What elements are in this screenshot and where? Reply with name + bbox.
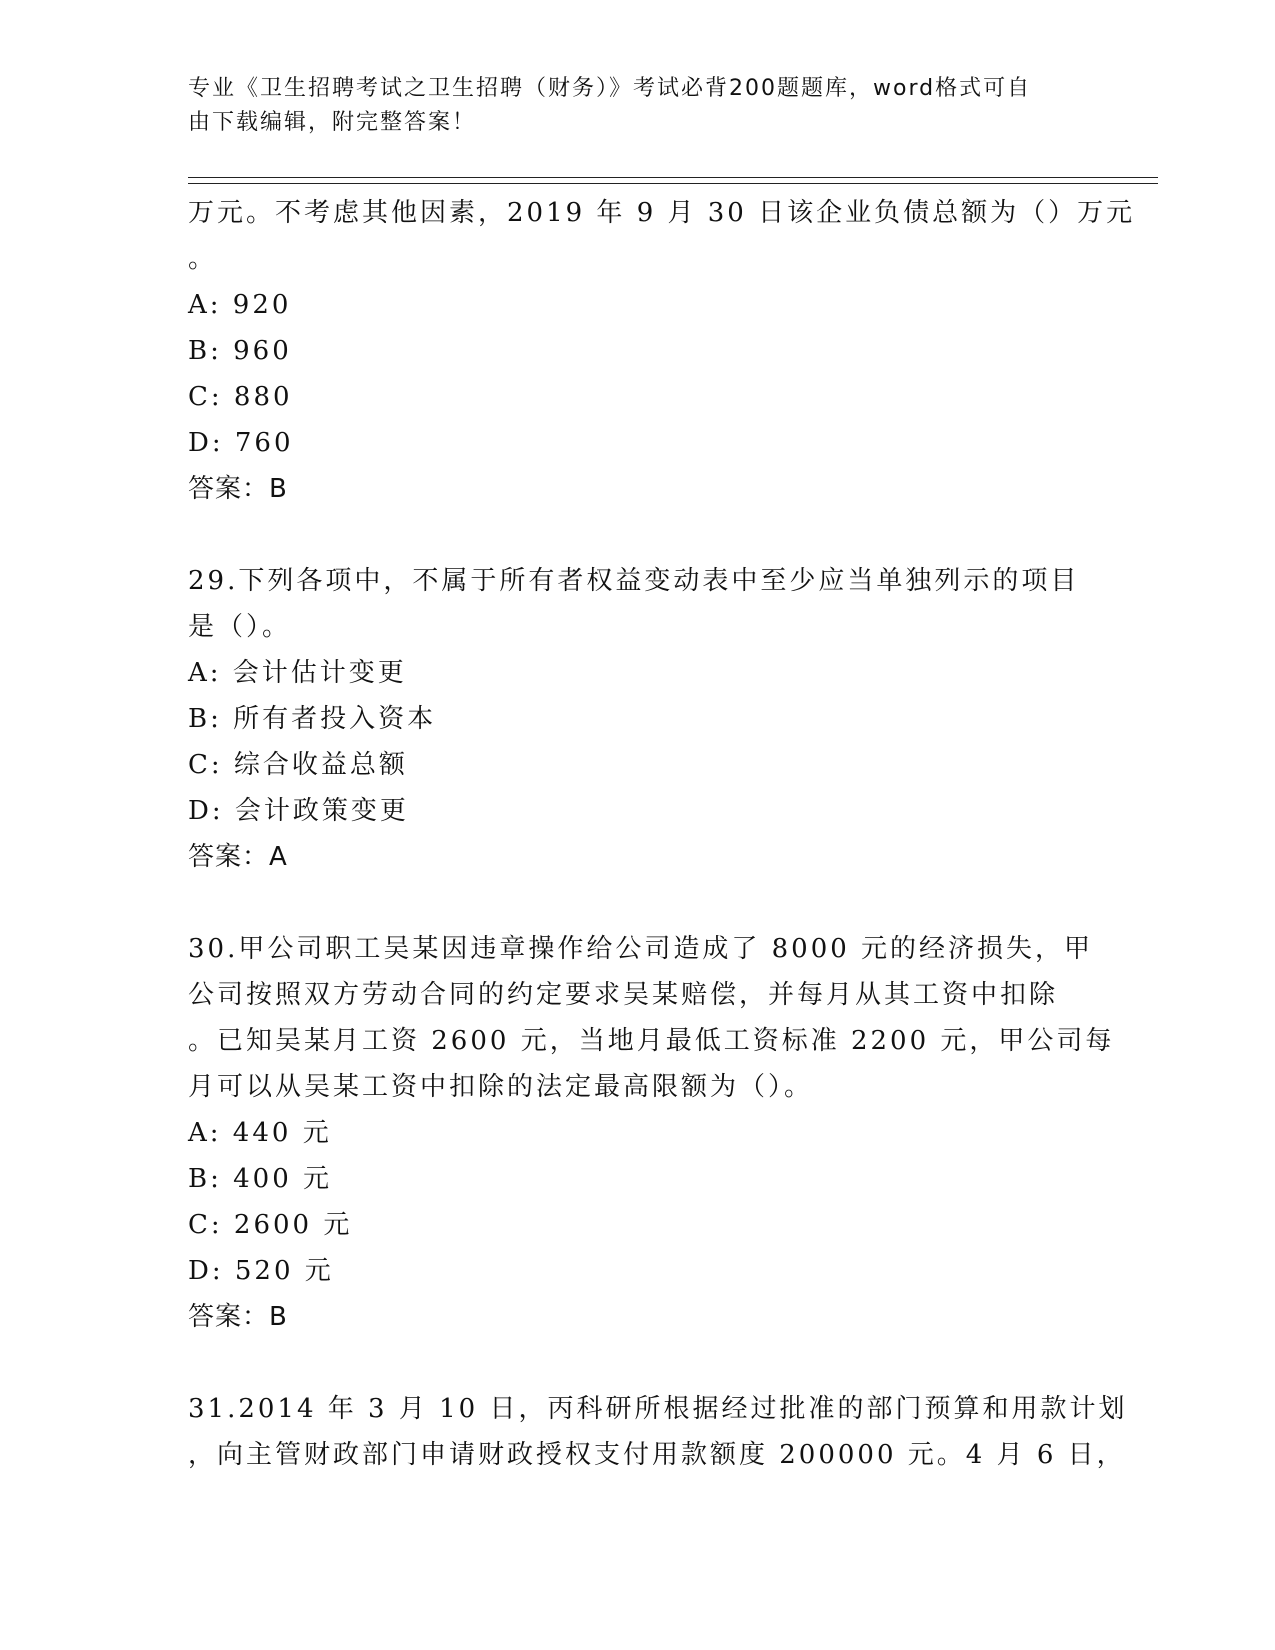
header-title-line-1: 专业《卫生招聘考试之卫生招聘（财务）》考试必背200题题库，word格式可自 (188, 76, 1032, 101)
question-text-line: ，向主管财政部门申请财政授权支付用款额度 200000 元。4 月 6 日， (188, 1440, 1126, 1470)
question-text-line: 。 (188, 244, 218, 274)
question-28 (188, 190, 1136, 512)
document-header (188, 72, 1088, 140)
option-b: B: 960 (188, 336, 292, 366)
question-text-line: 公司按照双方劳动合同的约定要求吴某赔偿，并每月从其工资中扣除 (188, 980, 1059, 1010)
question-text-line: 月可以从吴某工资中扣除的法定最高限额为（）。 (188, 1072, 814, 1102)
question-text-line: 31.2014 年 3 月 10 日，丙科研所根据经过批准的部门预算和用款计划 (188, 1394, 1128, 1424)
question-text-line: 。已知吴某月工资 2600 元，当地月最低工资标准 2200 元，甲公司每 (188, 1026, 1115, 1056)
option-c: C: 2600 元 (188, 1210, 353, 1240)
answer-label: 答案：A (188, 842, 288, 872)
option-b: B: 400 元 (188, 1164, 333, 1194)
option-d: D: 520 元 (188, 1256, 334, 1286)
option-a: A: 会计估计变更 (188, 658, 407, 688)
question-text-line: 万元。不考虑其他因素，2019 年 9 月 30 日该企业负债总额为（）万元 (188, 198, 1136, 228)
option-c: C: 880 (188, 382, 293, 412)
question-29 (188, 558, 1088, 880)
answer-label: 答案：B (188, 1302, 288, 1332)
spacer (188, 1340, 1088, 1386)
question-text-line: 是（）。 (188, 612, 292, 642)
option-a: A: 920 (188, 290, 292, 320)
question-text-line: 30.甲公司职工吴某因违章操作给公司造成了 8000 元的经济损失，甲 (188, 934, 1094, 964)
question-text-line: 29.下列各项中，不属于所有者权益变动表中至少应当单独列示的项目 (188, 566, 1080, 596)
spacer (188, 512, 1088, 558)
option-c: C: 综合收益总额 (188, 750, 408, 780)
option-d: D: 会计政策变更 (188, 796, 409, 826)
header-title-line-2: 由下载编辑，附完整答案！ (188, 110, 477, 135)
question-30 (188, 926, 1115, 1340)
option-b: B: 所有者投入资本 (188, 704, 437, 734)
answer-label: 答案：B (188, 474, 288, 504)
question-content (188, 190, 1136, 1478)
spacer (188, 880, 1088, 926)
option-d: D: 760 (188, 428, 294, 458)
header-divider-bottom (188, 183, 1158, 184)
header-divider-top (188, 177, 1158, 178)
option-a: A: 440 元 (188, 1118, 332, 1148)
question-31 (188, 1386, 1128, 1478)
